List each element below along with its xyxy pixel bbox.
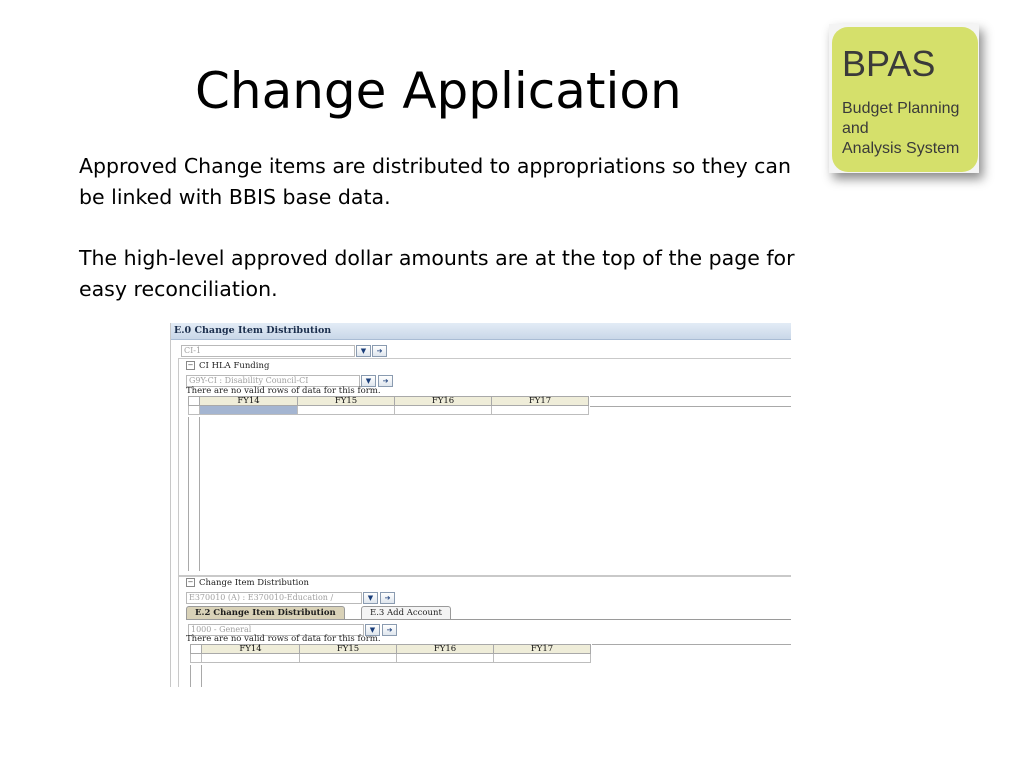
collapse-icon[interactable]: −: [187, 578, 194, 586]
change-item-distribution-header[interactable]: [186, 578, 309, 588]
dropdown-button[interactable]: ▼: [365, 624, 380, 636]
reconciliation-paragraph: The high-level approved dollar amounts are at the top of the page for easy reconciliation.: [79, 246, 795, 301]
grid-cell[interactable]: [300, 654, 397, 663]
collapse-icon[interactable]: −: [187, 361, 194, 369]
column-header: FY15: [298, 397, 395, 406]
column-header: FY16: [397, 645, 494, 654]
column-header: FY17: [494, 645, 591, 654]
column-header: FY16: [395, 397, 492, 406]
hla-funding-label: CI HLA Funding: [199, 361, 270, 371]
logo-line-2: and: [842, 120, 869, 137]
go-arrow-icon[interactable]: ➔: [372, 345, 387, 357]
grid-rowhead-border: [199, 417, 200, 571]
dropdown-button[interactable]: ▼: [356, 345, 371, 357]
grid-cell[interactable]: [395, 406, 492, 415]
grid-left-border: [188, 417, 189, 571]
column-header: FY17: [492, 397, 589, 406]
grid-cell[interactable]: [298, 406, 395, 415]
grid-cell[interactable]: [397, 654, 494, 663]
go-arrow-icon[interactable]: ➔: [382, 624, 397, 636]
dropdown-button[interactable]: ▼: [363, 592, 378, 604]
logo-line-3: Analysis System: [842, 140, 960, 157]
logo-badge: [832, 27, 978, 172]
form-screenshot: [170, 323, 791, 687]
column-header: FY15: [300, 645, 397, 654]
grid-cell[interactable]: [202, 654, 300, 663]
grid-cell[interactable]: [200, 406, 298, 415]
intro-paragraph: Approved Change items are distributed to appropriations so they can be linked with BBIS base data.: [79, 154, 791, 209]
go-arrow-icon[interactable]: ➔: [378, 375, 393, 387]
hla-funding-header[interactable]: [186, 361, 269, 371]
grid-corner: [189, 397, 200, 406]
grid-left-border: [190, 665, 191, 687]
change-item-select[interactable]: CI-1: [181, 345, 355, 357]
logo-line-1: Budget Planning: [842, 100, 960, 117]
grid-top-border: [590, 396, 791, 397]
form-header: E.0 Change Item Distribution: [171, 323, 791, 340]
grid-corner: [191, 645, 202, 654]
column-header: FY14: [202, 645, 300, 654]
change-item-distribution-label: Change Item Distribution: [199, 578, 309, 588]
grid-header-border: [590, 406, 791, 407]
tab-change-item-distribution[interactable]: E.2 Change Item Distribution: [186, 606, 345, 619]
dropdown-button[interactable]: ▼: [361, 375, 376, 387]
fund-select[interactable]: 1000 - General: [188, 624, 364, 636]
logo-subtitle: [842, 99, 959, 159]
distribution-grid: [190, 644, 591, 663]
grid-top-border: [592, 644, 791, 645]
logo-title: BPAS: [842, 43, 936, 84]
tab-strip-border: [186, 619, 791, 620]
bpas-logo: [829, 24, 979, 173]
slide-title: Change Application: [195, 62, 682, 120]
appropriation-select[interactable]: E370010 (A) : E370010-Education /: [186, 592, 362, 604]
grid-cell[interactable]: [492, 406, 589, 415]
no-data-note: There are no valid rows of data for this form.: [186, 634, 381, 644]
hla-funding-select[interactable]: G9Y-CI : Disability Council-CI: [186, 375, 360, 387]
hla-funding-grid: [188, 396, 589, 415]
column-header: FY14: [200, 397, 298, 406]
no-data-note: There are no valid rows of data for this form.: [186, 386, 381, 396]
row-header: [191, 654, 202, 663]
grid-rowhead-border: [201, 665, 202, 687]
go-arrow-icon[interactable]: ➔: [380, 592, 395, 604]
tab-add-account[interactable]: E.3 Add Account: [361, 606, 451, 619]
row-header: [189, 406, 200, 415]
grid-cell[interactable]: [494, 654, 591, 663]
